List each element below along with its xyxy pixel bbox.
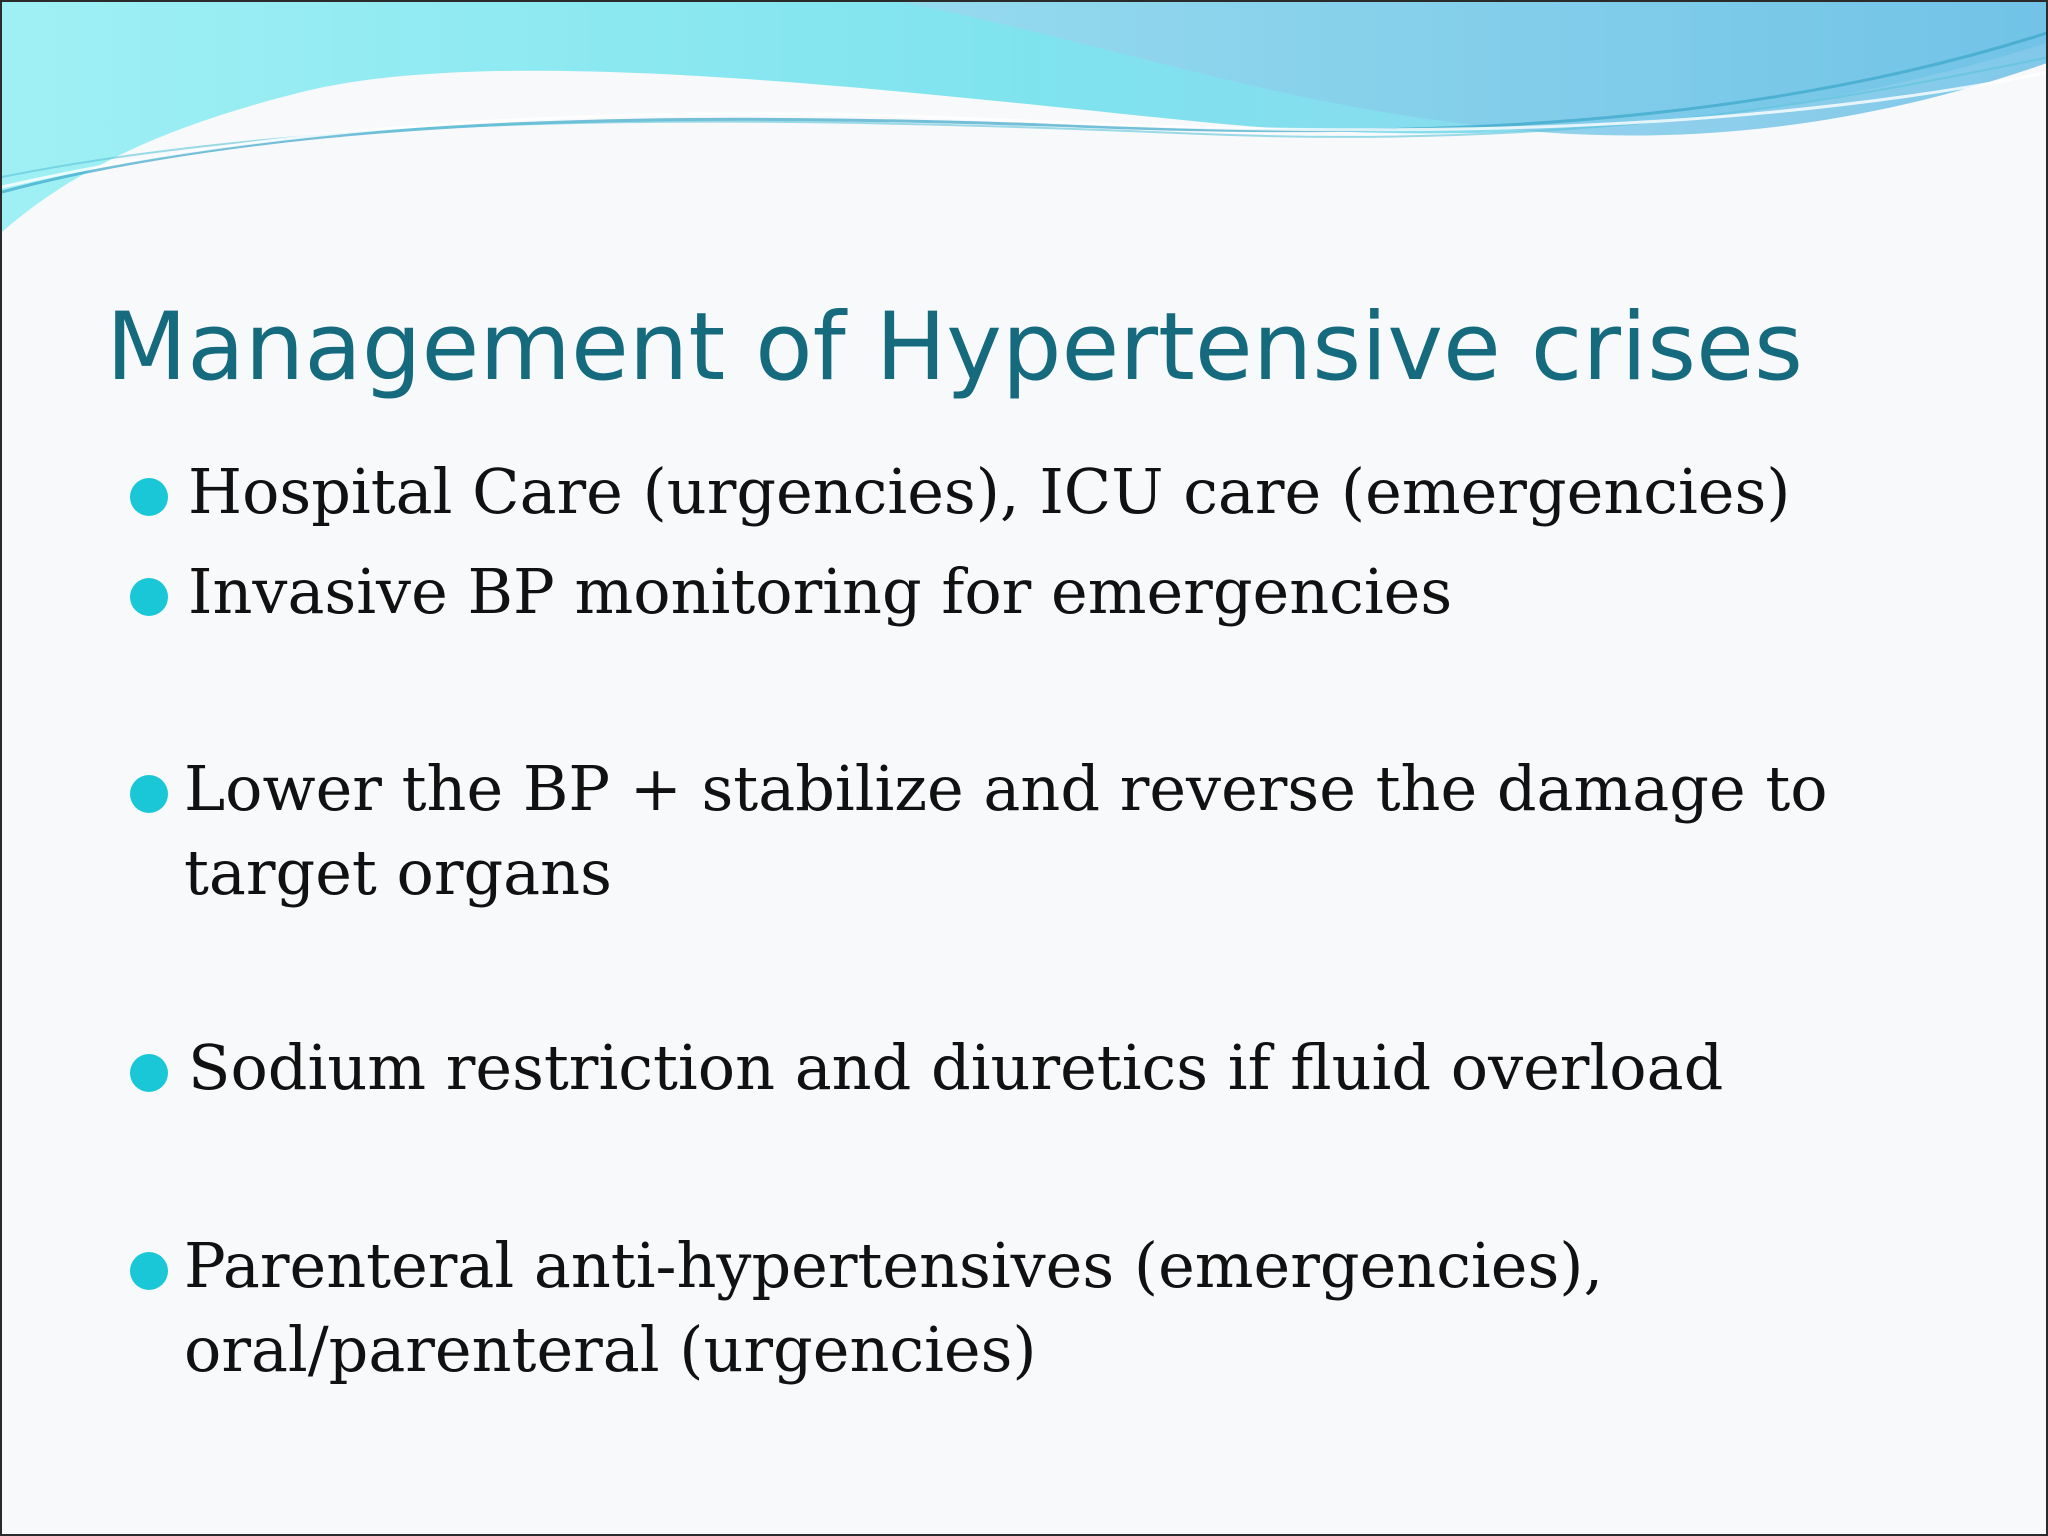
bullet-text: Invasive BP monitoring for emergencies <box>188 555 1453 628</box>
bullet-dot-icon <box>130 1054 168 1092</box>
bullet-dot-icon <box>130 578 168 616</box>
bullet-text: Lower the BP + stabilize and reverse the damage to target organs <box>184 752 1828 909</box>
bullet-text: Sodium restriction and diuretics if fluid overload <box>188 1031 1724 1104</box>
list-item <box>128 747 1988 915</box>
bullet-dot-icon <box>130 478 168 516</box>
bullet-text: Hospital Care (urgencies), ICU care (emergencies) <box>188 455 1791 528</box>
list-item <box>128 550 1988 634</box>
list-item <box>128 450 1988 534</box>
bullet-dot-icon <box>130 1252 168 1290</box>
header-wave-decoration <box>2 2 2048 242</box>
list-item <box>128 1026 1988 1110</box>
list-item <box>128 1224 1988 1392</box>
bullet-text: Parenteral anti-hypertensives (emergencies), oral/parenteral (urgencies) <box>184 1229 1604 1386</box>
slide-title: Management of Hypertensive crises <box>106 293 1803 402</box>
bullet-dot-icon <box>130 775 168 813</box>
